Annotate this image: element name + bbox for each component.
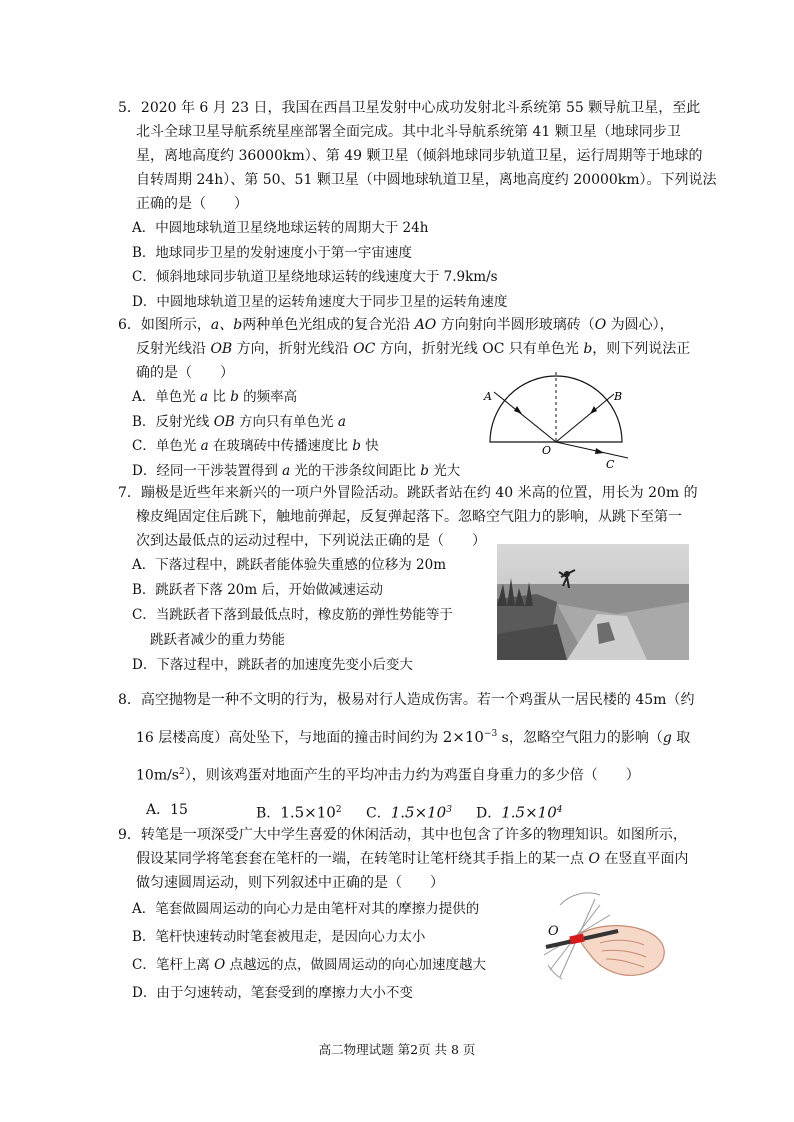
- q7-option-c: C．当跳跃者下落到最低点时，橡皮筋的弹性势能等于: [132, 607, 453, 623]
- q5-option-a: A．中圆地球轨道卫星绕地球运转的周期大于 24h: [132, 220, 429, 236]
- q6-option-a: A．单色光 a 比 b 的频率高: [132, 389, 298, 405]
- q7-option-d: D．下落过程中，跳跃者的加速度先变小后变大: [132, 657, 413, 673]
- q6-stem-line: 6．如图所示，a、b两种单色光组成的复合光沿 AO 方向射向半圆形玻璃砖（O 为圆心），: [118, 317, 674, 333]
- q8-option-a: A．15: [146, 801, 188, 818]
- incident-arrow-icon: [514, 406, 522, 414]
- q6-stem-line: 反射光线沿 OB 方向，折射光线沿 OC 方向，折射光线 OC 只有单色光 b，则下列说法正: [136, 341, 691, 357]
- label-O: O: [542, 444, 552, 457]
- q5-stem-line: 自转周期 24h）、第 50、51 颗卫星（中圆地球轨道卫星，离地高度约 20000km）。下列说法: [136, 172, 717, 188]
- q5-option-c: C．倾斜地球同步轨道卫星绕地球运转的线速度大于 7.9km/s: [132, 269, 498, 285]
- q7-stem-line: 7．蹦极是近些年来新兴的一项户外冒险活动。跳跃者站在约 40 米高的位置，用长为 20m 的: [118, 485, 698, 501]
- q6-stem-line: 确的是（ ）: [136, 365, 234, 381]
- question-8: [118, 683, 698, 828]
- q8-option-c: C．$1.5\times 10^3$: [366, 803, 452, 822]
- q9-option-d: D．由于匀速转动，笔套受到的摩擦力大小不变: [132, 985, 413, 1001]
- q6-option-c: C．单色光 a 在玻璃砖中传播速度比 b 快: [132, 438, 379, 454]
- q8-option-d: D．$1.5\times 10^4$: [476, 803, 563, 822]
- q7-stem-line: 橡皮绳固定住后跳下，触地前弹起，反复弹起落下。忽略空气阻力的影响，从跳下至第一: [136, 509, 682, 525]
- page-footer: 高二物理试题 第2页 共 8 页: [318, 1042, 476, 1057]
- q5-option-d: D．中圆地球轨道卫星的运转角速度大于同步卫星的运转角速度: [132, 293, 508, 310]
- reflected-ray: [556, 394, 614, 442]
- q9-stem-line: 假设某同学将笔套套在笔杆的一端，在转笔时让笔杆绕其手指上的某一点 O 在竖直平面内: [136, 851, 689, 867]
- question-5: [118, 96, 717, 314]
- q7-stem-line: 次到达最低点的运动过程中，下列说法正确的是（ ）: [136, 533, 486, 549]
- q9-option-a: A．笔套做圆周运动的向心力是由笔杆对其的摩擦力提供的: [132, 901, 480, 917]
- q8-stem-line: 16 层楼高度）高处坠下，与地面的撞击时间约为 $2\times 10^{-3}$ s，忽略空气阻力的影响（g 取: [136, 728, 691, 746]
- q7-option-a: A．下落过程中，跳跃者能体验失重感的位移为 20m: [132, 557, 447, 573]
- q8-stem-line: 8．高空抛物是一种不文明的行为，极易对行人造成伤害。若一个鸡蛋从一居民楼的 45m（约: [118, 692, 695, 708]
- label-A: A: [484, 390, 492, 403]
- q8-option-b: B．$1.5\times 10^2$: [256, 803, 342, 822]
- q6-option-b: B．反射光线 OB 方向只有单色光 a: [132, 413, 346, 430]
- q9-stem-line: 9．转笔是一项深受广大中学生喜爱的休闲活动，其中也包含了许多的物理知识。如图所示，: [118, 827, 687, 843]
- q6-glass-diagram: [478, 370, 638, 482]
- refracted-ray: [556, 442, 628, 458]
- q6-option-d: D．经同一干涉装置得到 a 光的干涉条纹间距比 b 光大: [132, 462, 461, 479]
- q9-option-c: C．笔杆上离 O 点越远的点，做圆周运动的向心加速度越大: [132, 957, 486, 973]
- q9-stem-line: 做匀速圆周运动，则下列叙述中正确的是（ ）: [136, 875, 444, 891]
- figure-label-O: O: [548, 924, 559, 939]
- q5-stem-line: 北斗全球卫星导航系统星座部署全面完成。其中北斗导航系统第 41 颗卫星（地球同步卫: [136, 124, 681, 140]
- q5-stem-line: 5．2020 年 6 月 23 日，我国在西昌卫星发射中心成功发射北斗系统第 55 颗导航卫星，至此: [118, 100, 701, 116]
- q7-option-b: B．跳跃者下落 20m 后，开始做减速运动: [132, 582, 383, 598]
- q5-stem-line: 星，离地高度约 36000km）、第 49 颗卫星（倾斜地球同步轨道卫星，运行周期等于地球的: [136, 148, 703, 164]
- label-B: B: [614, 390, 623, 403]
- q5-option-b: B．地球同步卫星的发射速度小于第一宇宙速度: [132, 244, 412, 261]
- q9-pen-spin-figure: [540, 885, 670, 985]
- incident-ray: [494, 392, 556, 442]
- q8-stem-line: $10m/s^2$），则该鸡蛋对地面产生的平均冲击力约为鸡蛋自身重力的多少倍（ ）: [136, 767, 640, 784]
- q7-bungee-photo: [497, 544, 689, 660]
- q5-stem-line: 正确的是（ ）: [136, 196, 248, 212]
- refracted-arrow-icon: [595, 448, 604, 454]
- reflected-arrow-icon: [590, 406, 597, 414]
- label-C: C: [606, 458, 615, 471]
- q7-option-c-cont: 跳跃者减少的重力势能: [150, 632, 285, 648]
- q9-option-b: B．笔杆快速转动时笔套被甩走，是因向心力太小: [132, 929, 426, 945]
